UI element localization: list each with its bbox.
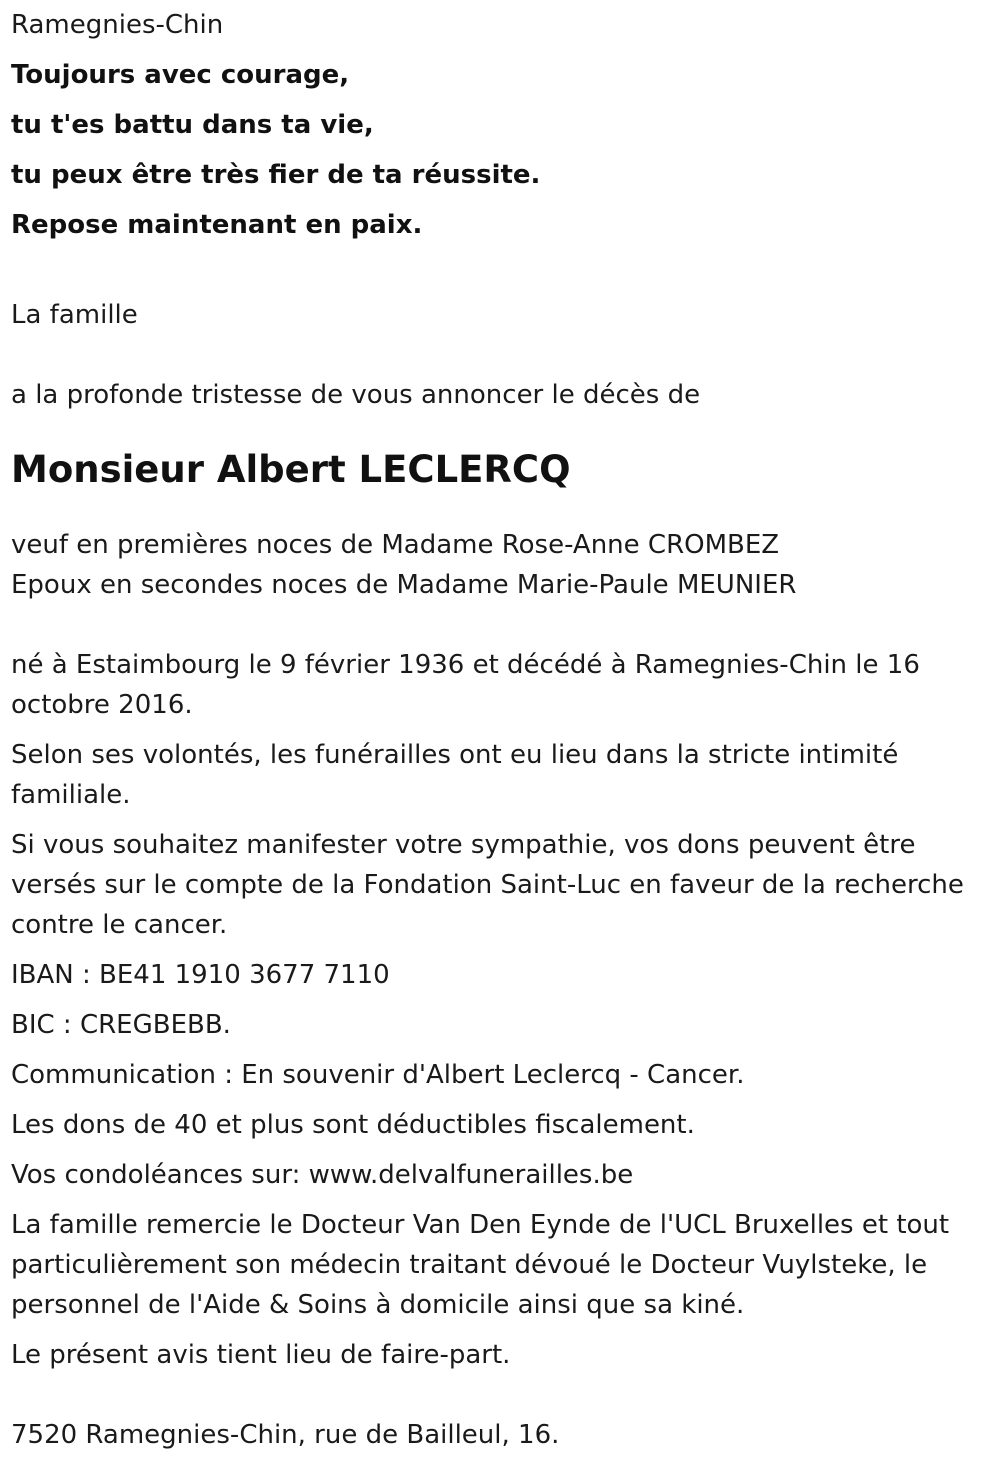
thanks-paragraph: La famille remercie le Docteur Van Den Eynde de l'UCL Bruxelles et tout particulièrement son médecin traitant dévoué le Docteur Vuylsteke, le personnel de l'Aide & Soins à domicile ainsi que sa kiné. <box>11 1210 950 1320</box>
address: 7520 Ramegnies-Chin, rue de Bailleul, 16. <box>11 1420 560 1450</box>
notice-statement: Le présent avis tient lieu de faire-part. <box>11 1340 511 1370</box>
tax-deduction-note: Les dons de 40 et plus sont déductibles fiscalement. <box>11 1110 695 1140</box>
poem-line: Repose maintenant en paix. <box>11 210 423 240</box>
obituary-notice <box>11 5 991 1455</box>
poem-line: tu t'es battu dans ta vie, <box>11 110 374 140</box>
birth-death-dates: né à Estaimbourg le 9 février 1936 et décédé à Ramegnies-Chin le 16 octobre 2016. <box>11 650 920 720</box>
donation-communication: Communication : En souvenir d'Albert Leclercq - Cancer. <box>11 1060 745 1090</box>
donation-info: Si vous souhaitez manifester votre sympathie, vos dons peuvent être versés sur le compte de la Fondation Saint-Luc en faveur de la recherche contre le cancer. <box>11 830 964 940</box>
bic: BIC : CREGBEBB. <box>11 1010 231 1040</box>
condolences-link: Vos condoléances sur: www.delvalfunerailles.be <box>11 1160 634 1190</box>
iban: IBAN : BE41 1910 3677 7110 <box>11 960 390 990</box>
second-spouse: Epoux en secondes noces de Madame Marie-Paule MEUNIER <box>11 570 797 600</box>
location-header: Ramegnies-Chin <box>11 10 224 40</box>
funeral-info: Selon ses volontés, les funérailles ont eu lieu dans la stricte intimité familiale. <box>11 740 899 810</box>
deceased-name: Monsieur Albert LECLERCQ <box>11 448 571 491</box>
poem-line: tu peux être très fier de ta réussite. <box>11 160 541 190</box>
first-spouse: veuf en premières noces de Madame Rose-Anne CROMBEZ <box>11 530 780 560</box>
announcement-intro: a la profonde tristesse de vous annoncer le décès de <box>11 380 701 410</box>
poem <box>11 55 991 245</box>
poem-line: Toujours avec courage, <box>11 60 350 90</box>
family-label: La famille <box>11 300 138 330</box>
